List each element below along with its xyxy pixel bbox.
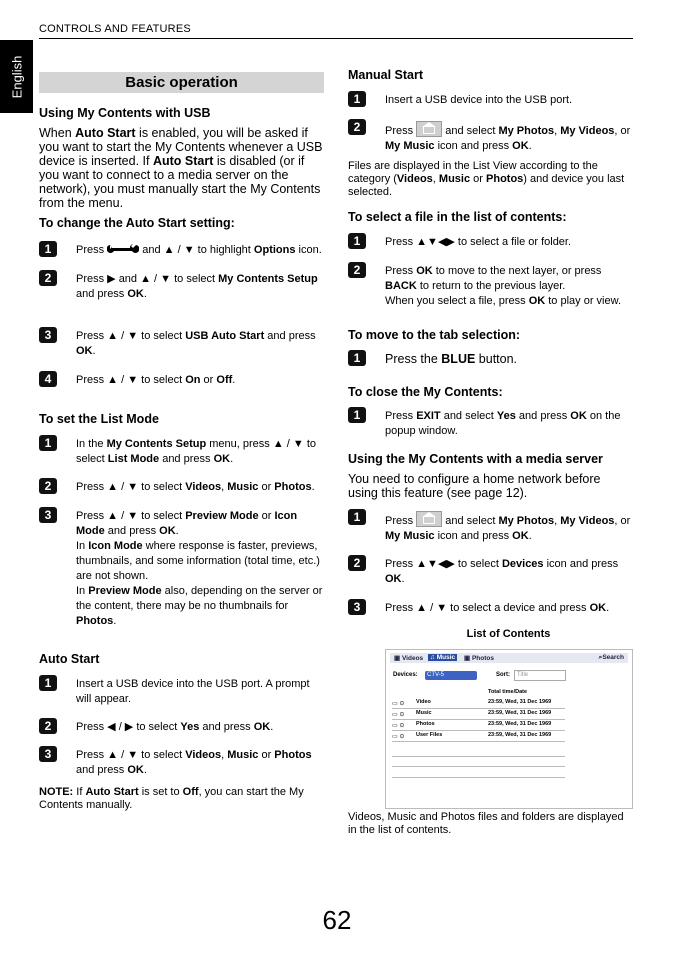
auto-start-note: NOTE: If Auto Start is set to Off, you can start the My Contents manually. — [39, 786, 304, 811]
home-icon — [416, 121, 442, 137]
select-file-steps — [348, 235, 633, 309]
tab-selection-steps — [348, 352, 633, 367]
step-item — [348, 235, 633, 250]
step-text: Press ▲ / ▼ to select On or Off. — [76, 374, 236, 386]
column-header: Total time/Date — [488, 689, 528, 695]
header-rule — [39, 38, 633, 39]
tab-videos[interactable]: ▣ Videos — [394, 655, 424, 662]
step-text: Press EXIT and select Yes and press OK on the popup window. — [385, 410, 621, 437]
device-select[interactable]: CTV-5 — [425, 671, 477, 680]
step-text: Press ▲ / ▼ to select Videos, Music or Photos and press OK. — [76, 749, 312, 776]
media-server-heading: Using the My Contents with a media server — [348, 452, 603, 466]
row-name: User Files — [416, 732, 443, 738]
step-text: Press ▲▼◀▶ to select a file or folder. — [385, 236, 572, 248]
list-mode-heading: To set the List Mode — [39, 412, 159, 426]
step-text: Press and select My Photos, My Videos, or My Music icon and press OK. — [385, 121, 633, 154]
step-item — [348, 557, 633, 587]
row-date: 23:59, Wed, 31 Dec 1969 — [488, 710, 552, 716]
step-text: Press OK to move to the next layer, or press BACK to return to the previous layer. When you select a file, press OK to play or view. — [385, 265, 622, 307]
step-item — [39, 748, 324, 778]
media-server-intro: You need to configure a home network before using this feature (see page 12). — [348, 472, 601, 500]
content-row[interactable] — [392, 720, 565, 731]
list-caption: List of Contents — [466, 628, 551, 640]
step-item — [39, 509, 324, 629]
search-icon: ⌕ — [598, 654, 603, 661]
search-tab[interactable]: ⌕Search — [598, 654, 624, 661]
content-row[interactable] — [392, 709, 565, 720]
step-number-icon: 1 — [348, 91, 366, 107]
step-item — [348, 601, 633, 616]
step-number-icon: 1 — [348, 233, 366, 249]
step-item — [39, 720, 324, 735]
right-column — [348, 68, 633, 642]
step-text: Press ▲▼◀▶ to select Devices icon and press OK. — [385, 558, 619, 585]
step-number-icon: 4 — [39, 371, 57, 387]
step-text: Press ▶ and ▲ / ▼ to select My Contents Setup and press OK. — [76, 273, 318, 300]
row-date: 23:59, Wed, 31 Dec 1969 — [488, 721, 552, 727]
usb-intro: When Auto Start is enabled, you will be asked if you want to start the My Contents whenever a USB device is inserted. If Auto Start is disabled (or if you want to connect to a media server on the network), you must manually start the My Contents from the menu. — [39, 126, 323, 210]
step-text: Insert a USB device into the USB port. A prompt will appear. — [76, 678, 310, 705]
auto-start-heading: Auto Start — [39, 652, 100, 666]
folder-icon: ▭ ⊙ — [392, 712, 405, 718]
home-icon — [416, 511, 442, 527]
step-text: Press ▲ / ▼ to select a device and press OK. — [385, 602, 610, 614]
tab-music[interactable]: ♫ Music — [430, 654, 456, 661]
step-item — [348, 93, 633, 108]
folder-icon: ▭ ⊙ — [392, 701, 405, 707]
tab-photos[interactable]: ▣ Photos — [464, 655, 494, 662]
step-item — [39, 329, 324, 359]
step-number-icon: 1 — [348, 509, 366, 525]
media-server-steps — [348, 511, 633, 616]
step-item — [348, 121, 633, 154]
row-date: 23:59, Wed, 31 Dec 1969 — [488, 732, 552, 738]
manual-start-heading: Manual Start — [348, 68, 424, 82]
sort-select[interactable]: Title — [514, 670, 566, 681]
autostart-setting-heading: To change the Auto Start setting: — [39, 216, 235, 230]
step-number-icon: 3 — [39, 507, 57, 523]
left-column — [39, 72, 324, 812]
step-text: Press ◀ / ▶ to select Yes and press OK. — [76, 721, 274, 733]
step-number-icon: 3 — [348, 599, 366, 615]
step-number-icon: 1 — [39, 241, 57, 257]
manual-start-steps — [348, 93, 633, 154]
bottom-caption: Videos, Music and Photos files and folders are displayed in the list of contents. — [348, 811, 624, 836]
step-item — [39, 373, 324, 388]
step-number-icon: 1 — [39, 435, 57, 451]
folder-icon: ▭ ⊙ — [392, 723, 405, 729]
row-date: 23:59, Wed, 31 Dec 1969 — [488, 699, 552, 705]
step-number-icon: 2 — [39, 270, 57, 286]
select-file-heading: To select a file in the list of contents: — [348, 210, 567, 224]
step-number-icon: 3 — [39, 327, 57, 343]
folder-icon: ▭ ⊙ — [392, 734, 405, 740]
step-text: Press and ▲ / ▼ to highlight Options icon. — [76, 244, 322, 256]
step-item — [348, 352, 633, 367]
step-number-icon: 3 — [39, 746, 57, 762]
step-number-icon: 1 — [348, 350, 366, 366]
step-item — [39, 272, 324, 302]
step-number-icon: 1 — [39, 675, 57, 691]
page-title: Basic operation — [39, 72, 324, 93]
empty-row-line — [392, 777, 565, 778]
usb-heading: Using My Contents with USB — [39, 106, 211, 120]
tab-selection-heading: To move to the tab selection: — [348, 328, 521, 342]
row-name: Video — [416, 699, 431, 705]
step-item — [39, 480, 324, 495]
row-name: Music — [416, 710, 432, 716]
page-number: 62 — [322, 905, 352, 935]
content-row[interactable] — [392, 731, 565, 742]
step-text: Press the BLUE button. — [385, 352, 518, 366]
language-tab — [0, 40, 33, 113]
step-item — [39, 677, 324, 707]
autostart-setting-steps — [39, 243, 324, 388]
sort-label: Sort: — [496, 672, 510, 678]
step-number-icon: 2 — [348, 119, 366, 135]
empty-row-line — [392, 756, 565, 757]
close-heading: To close the My Contents: — [348, 385, 503, 399]
wrench-icon — [107, 243, 139, 255]
step-number-icon: 2 — [348, 555, 366, 571]
step-number-icon: 2 — [39, 718, 57, 734]
list-mode-steps — [39, 437, 324, 629]
step-text: Press ▲ / ▼ to select Videos, Music or Photos. — [76, 481, 315, 493]
step-item — [39, 243, 324, 258]
close-steps — [348, 409, 633, 439]
step-number-icon: 1 — [348, 407, 366, 423]
step-text: Insert a USB device into the USB port. — [385, 94, 573, 106]
category-tabs — [390, 653, 628, 663]
language-label: English — [9, 55, 24, 98]
step-text: Press ▲ / ▼ to select Preview Mode or Icon Mode and press OK. In Icon Mode where response is faster, previews, thumbnails, and some information (total time, etc.) are not shown. In Preview Mode also, depending on the server or the content, there may be no thumbnails for Photos. — [76, 510, 323, 627]
auto-start-steps — [39, 677, 324, 778]
list-of-contents-screenshot — [385, 649, 633, 809]
step-item — [348, 409, 633, 439]
step-number-icon: 2 — [39, 478, 57, 494]
step-text: Press ▲ / ▼ to select USB Auto Start and press OK. — [76, 330, 316, 357]
row-name: Photos — [416, 721, 435, 727]
step-item — [39, 437, 324, 467]
step-item — [348, 264, 633, 309]
step-item — [348, 511, 633, 544]
devices-label: Devices: — [393, 672, 418, 678]
step-text: Press and select My Photos, My Videos, or My Music icon and press OK. — [385, 511, 633, 544]
step-text: In the My Contents Setup menu, press ▲ / ▼ to select List Mode and press OK. — [76, 438, 317, 465]
manual-start-note: Files are displayed in the List View according to the category (Videos, Music or Photos) and device you last selected. — [348, 160, 625, 198]
step-number-icon: 2 — [348, 262, 366, 278]
content-row[interactable] — [392, 698, 565, 709]
section-header: CONTROLS AND FEATURES — [39, 23, 191, 35]
empty-row-line — [392, 766, 565, 767]
